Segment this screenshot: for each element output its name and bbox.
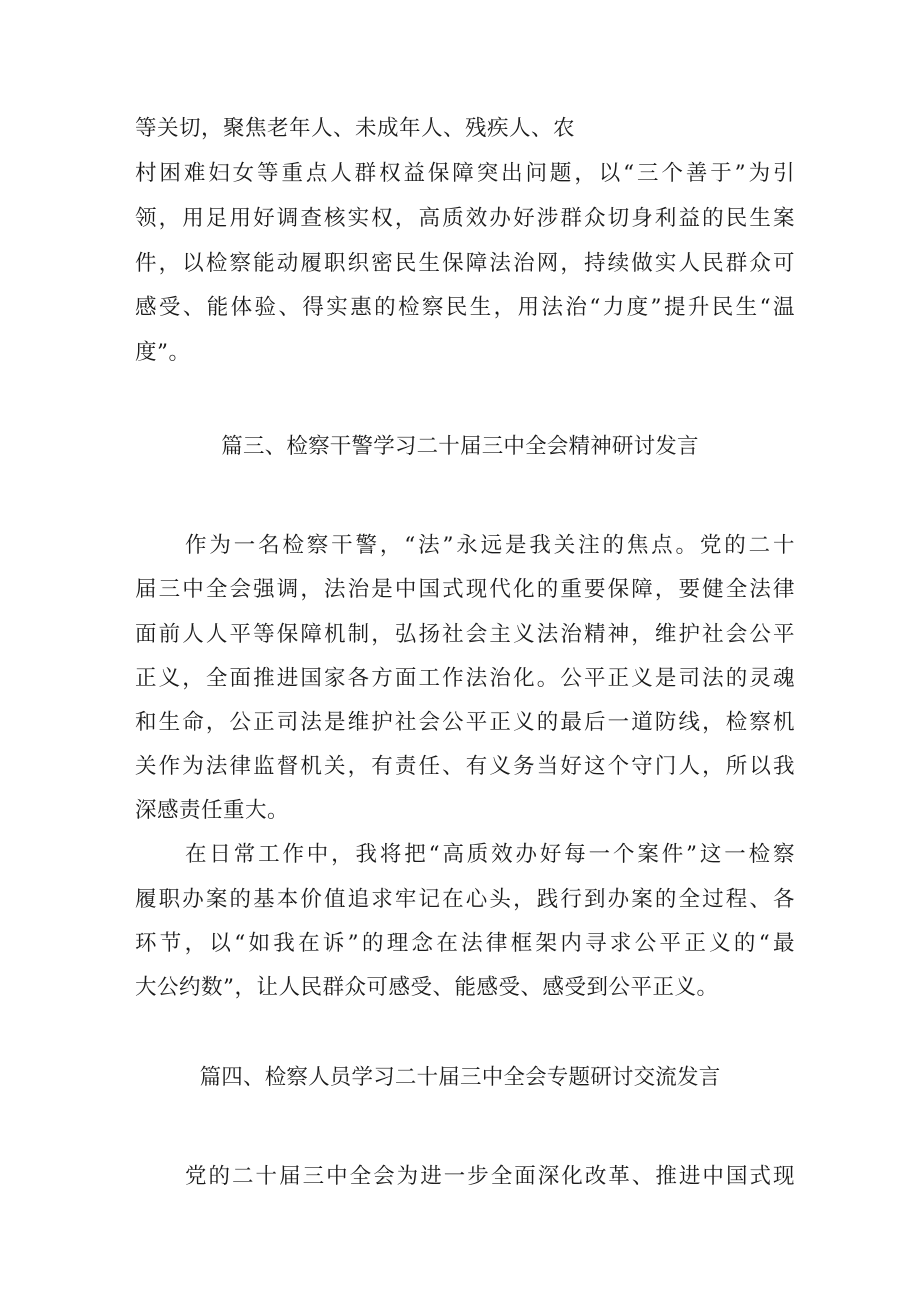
text-line: 作为一名检察干警，“法”永远是我关注的焦点。党的二十 (185, 533, 795, 558)
text-line: 大公约数”，让人民群众可感受、能感受、感受到公平正义。 (135, 975, 719, 1000)
text-line: 正义，全面推进国家各方面工作法治化。公平正义是司法的灵魂 (135, 666, 795, 691)
text-line: 届三中全会强调，法治是中国式现代化的重要保障，要健全法律 (135, 577, 795, 602)
text-line: 在日常工作中，我将把“高质效办好每一个案件”这一检察 (185, 842, 795, 867)
text-line: 件，以检察能动履职织密民生保障法治网，持续做实人民群众可 (135, 251, 795, 276)
text-line: 等关切，聚焦老年人、未成年人、残疾人、农 (135, 116, 576, 141)
text-line: 履职办案的基本价值追求牢记在心头，践行到办案的全过程、各 (135, 887, 795, 912)
text-line: 深感责任重大。 (135, 798, 290, 823)
text-line: 环节，以“如我在诉”的理念在法律框架内寻求公平正义的“最 (135, 931, 795, 956)
text-line: 领，用足用好调查核实权，高质效办好涉群众切身利益的民生案 (135, 206, 795, 231)
section-heading-three: 篇三、检察干警学习二十届三中全会精神研讨发言 (221, 434, 699, 459)
text-line: 和生命，公正司法是维护社会公平正义的最后一道防线，检察机 (135, 710, 795, 735)
text-line: 村困难妇女等重点人群权益保障突出问题，以“三个善于”为引 (135, 161, 795, 186)
text-line: 党的二十届三中全会为进一步全面深化改革、推进中国式现 (185, 1164, 795, 1189)
section-heading-four: 篇四、检察人员学习二十届三中全会专题研讨交流发言 (199, 1065, 721, 1090)
text-line: 关作为法律监督机关，有责任、有义务当好这个守门人，所以我 (135, 754, 795, 779)
text-line: 面前人人平等保障机制，弘扬社会主义法治精神，维护社会公平 (135, 622, 795, 647)
text-line: 度”。 (135, 340, 191, 365)
text-line: 感受、能体验、得实惠的检察民生，用法治“力度”提升民生“温 (135, 295, 795, 320)
